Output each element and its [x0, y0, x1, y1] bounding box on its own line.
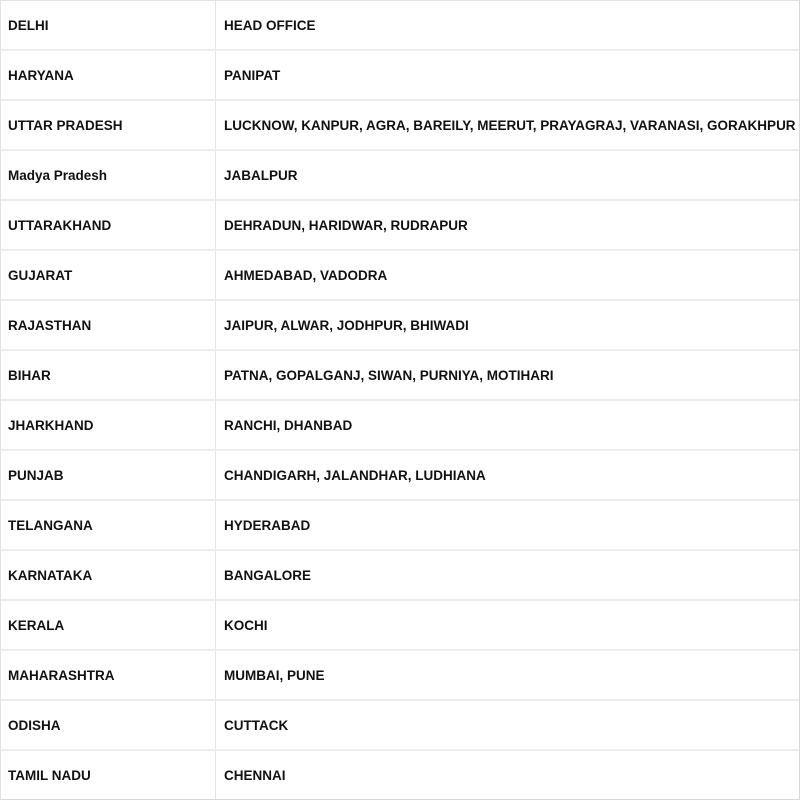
- cities-cell: HEAD OFFICE: [224, 17, 316, 33]
- state-cell: UTTAR PRADESH: [1, 101, 216, 149]
- state-cell: RAJASTHAN: [1, 301, 216, 349]
- cities-cell: AHMEDABAD, VADODRA: [224, 267, 388, 283]
- table-row: [1, 751, 799, 799]
- state-cell: Madya Pradesh: [1, 151, 216, 199]
- table-row: [1, 151, 799, 201]
- cities-cell: PANIPAT: [224, 67, 281, 83]
- state-cell: TAMIL NADU: [1, 751, 216, 799]
- cities-cell: BANGALORE: [224, 567, 311, 583]
- cities-cell: KOCHI: [224, 617, 268, 633]
- state-cell: UTTARAKHAND: [1, 201, 216, 249]
- table-row: [1, 501, 799, 551]
- table-row: [1, 551, 799, 601]
- table-row: [1, 351, 799, 401]
- table-row: [1, 1, 799, 51]
- cities-cell: JAIPUR, ALWAR, JODHPUR, BHIWADI: [224, 317, 469, 333]
- cities-cell: DEHRADUN, HARIDWAR, RUDRAPUR: [224, 217, 468, 233]
- state-cell: JHARKHAND: [1, 401, 216, 449]
- table-row: [1, 601, 799, 651]
- state-cell: TELANGANA: [1, 501, 216, 549]
- state-cell: DELHI: [1, 1, 216, 49]
- table-row: [1, 401, 799, 451]
- table-row: [1, 51, 799, 101]
- cities-cell: CUTTACK: [224, 717, 289, 733]
- table-row: [1, 251, 799, 301]
- state-cell: PUNJAB: [1, 451, 216, 499]
- cities-cell: MUMBAI, PUNE: [224, 667, 325, 683]
- state-cell: ODISHA: [1, 701, 216, 749]
- table-row: [1, 201, 799, 251]
- table-row: [1, 651, 799, 701]
- cities-cell: HYDERABAD: [224, 517, 311, 533]
- cities-cell: JABALPUR: [224, 167, 298, 183]
- state-cell: GUJARAT: [1, 251, 216, 299]
- state-cell: BIHAR: [1, 351, 216, 399]
- state-cell: KERALA: [1, 601, 216, 649]
- table-row: [1, 451, 799, 501]
- cities-cell: CHENNAI: [224, 767, 286, 783]
- table-row: [1, 701, 799, 751]
- state-cell: KARNATAKA: [1, 551, 216, 599]
- state-cell: MAHARASHTRA: [1, 651, 216, 699]
- cities-cell: LUCKNOW, KANPUR, AGRA, BAREILY, MEERUT, PRAYAGRAJ, VARANASI, GORAKHPUR: [224, 117, 796, 133]
- cities-cell: CHANDIGARH, JALANDHAR, LUDHIANA: [224, 467, 486, 483]
- table-row: [1, 101, 799, 151]
- state-cell: HARYANA: [1, 51, 216, 99]
- cities-cell: RANCHI, DHANBAD: [224, 417, 353, 433]
- table-row: [1, 301, 799, 351]
- cities-cell: PATNA, GOPALGANJ, SIWAN, PURNIYA, MOTIHARI: [224, 367, 554, 383]
